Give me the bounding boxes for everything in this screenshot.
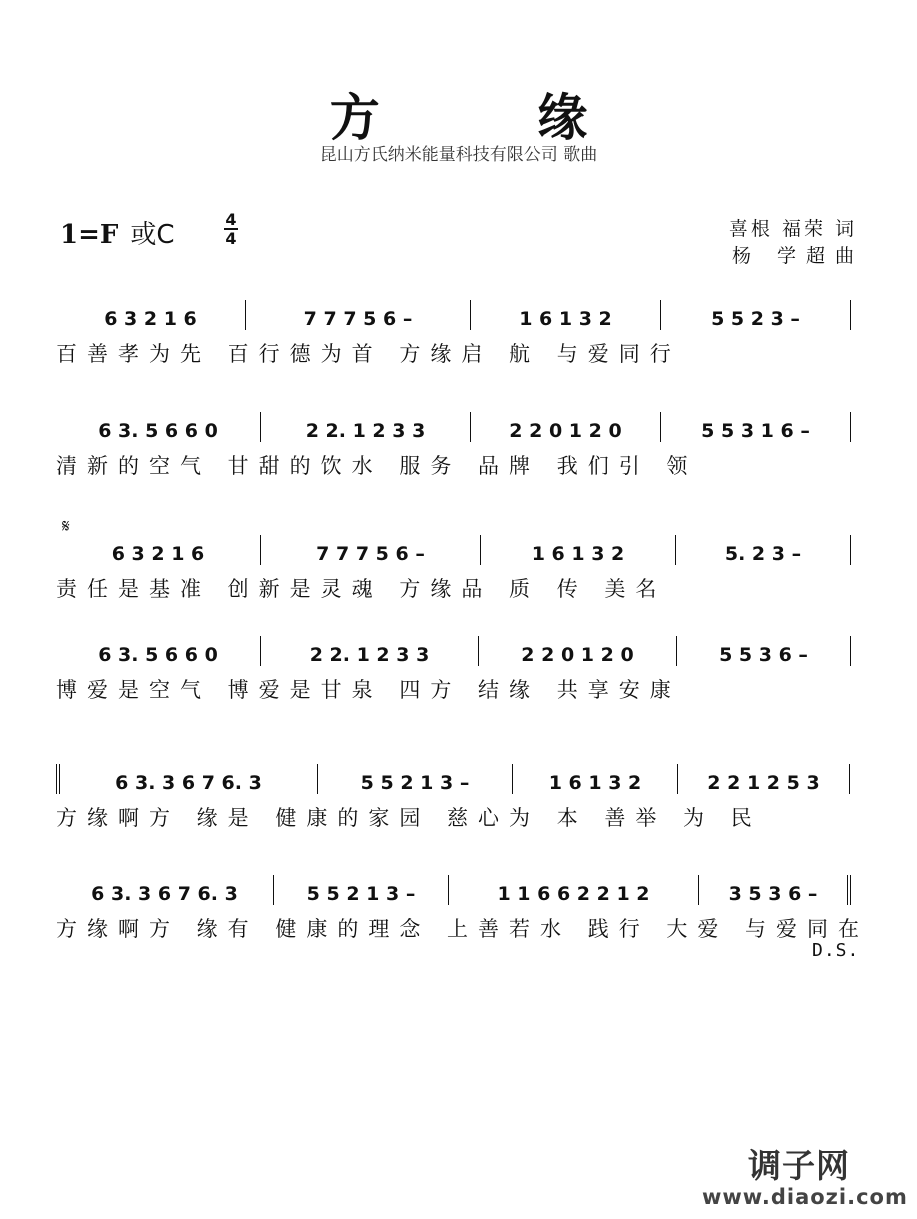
measure: 6 3 2 1 6 bbox=[56, 535, 261, 565]
measure: 6 3. 5 6 6 0 bbox=[56, 636, 261, 666]
key-alternate: 或C bbox=[130, 220, 175, 250]
measure-repeat-end: 3 5 3 6 – bbox=[699, 875, 851, 905]
measure: 2 2. 1 2 3 3 bbox=[261, 636, 479, 666]
watermark-name: 调子网 bbox=[748, 1146, 850, 1185]
score-system-5 bbox=[56, 764, 856, 832]
time-signature bbox=[224, 211, 238, 247]
score-system-3 bbox=[56, 535, 856, 603]
measure: 5 5 2 1 3 – bbox=[274, 875, 449, 905]
measure: 6 3 2 1 6 bbox=[56, 300, 246, 330]
measure: 5 5 3 1 6 – bbox=[661, 412, 851, 442]
notation-line bbox=[56, 535, 856, 565]
measure: 1 6 1 3 2 bbox=[513, 764, 678, 794]
credits bbox=[728, 216, 864, 270]
measure: 5 5 2 1 3 – bbox=[318, 764, 513, 794]
score-system-4 bbox=[56, 636, 856, 704]
lyrics-line: 责任是基准 创新是灵魂 方缘品 质 传 美名 bbox=[56, 577, 667, 601]
measure: 2 2 1 2 5 3 bbox=[678, 764, 850, 794]
credit-composer: 杨 学超曲 bbox=[731, 245, 864, 267]
measure: 1 6 1 3 2 bbox=[481, 535, 676, 565]
notation-line bbox=[56, 300, 856, 330]
measure: 5. 2 3 – bbox=[676, 535, 851, 565]
credit-lyricist: 喜根 福荣 词 bbox=[728, 218, 857, 240]
key-signature bbox=[60, 214, 175, 251]
measure: 2 2 0 1 2 0 bbox=[471, 412, 661, 442]
score-system-1 bbox=[56, 300, 856, 368]
measure: 7 7 7 5 6 – bbox=[261, 535, 481, 565]
time-sig-bottom: 4 bbox=[225, 229, 237, 248]
watermark-url: www.diaozi.com bbox=[702, 1185, 908, 1209]
segno-sign: 𝄋 bbox=[62, 516, 70, 537]
measure: 5 5 3 6 – bbox=[677, 636, 851, 666]
notation-line bbox=[56, 764, 856, 794]
time-sig-top: 4 bbox=[225, 210, 237, 229]
score-system-6 bbox=[56, 875, 870, 943]
measure-repeat-start: 6 3. 3 6 7 6. 3 bbox=[56, 764, 318, 794]
notation-line bbox=[56, 412, 856, 442]
song-subtitle: 昆山方氏纳米能量科技有限公司 歌曲 bbox=[319, 145, 598, 165]
song-title: 方 缘 bbox=[329, 89, 658, 147]
measure: 1 1 6 6 2 2 1 2 bbox=[449, 875, 699, 905]
lyrics-line: 百善孝为先 百行德为首 方缘启 航 与爱同行 bbox=[56, 342, 681, 366]
score-system-2 bbox=[56, 412, 856, 480]
key-main: 1=F bbox=[60, 220, 119, 250]
measure: 2 2 0 1 2 0 bbox=[479, 636, 677, 666]
lyrics-line: 博爱是空气 博爱是甘泉 四方 结缘 共享安康 bbox=[56, 678, 681, 702]
lyrics-line: 清新的空气 甘甜的饮水 服务 品牌 我们引 领 bbox=[56, 454, 698, 478]
measure: 1 6 1 3 2 bbox=[471, 300, 661, 330]
measure: 7 7 7 5 6 – bbox=[246, 300, 471, 330]
notation-line bbox=[56, 636, 856, 666]
dal-segno-mark: D.S. bbox=[812, 940, 860, 961]
lyrics-line: 方缘啊方 缘有 健康的理念 上善若水 践行 大爱 与爱同在 bbox=[56, 917, 870, 941]
measure: 5 5 2 3 – bbox=[661, 300, 851, 330]
lyrics-line: 方缘啊方 缘是 健康的家园 慈心为 本 善举 为 民 bbox=[56, 806, 762, 830]
measure: 6 3. 5 6 6 0 bbox=[56, 412, 261, 442]
measure: 2 2. 1 2 3 3 bbox=[261, 412, 471, 442]
measure: 6 3. 3 6 7 6. 3 bbox=[56, 875, 274, 905]
notation-line bbox=[56, 875, 856, 905]
